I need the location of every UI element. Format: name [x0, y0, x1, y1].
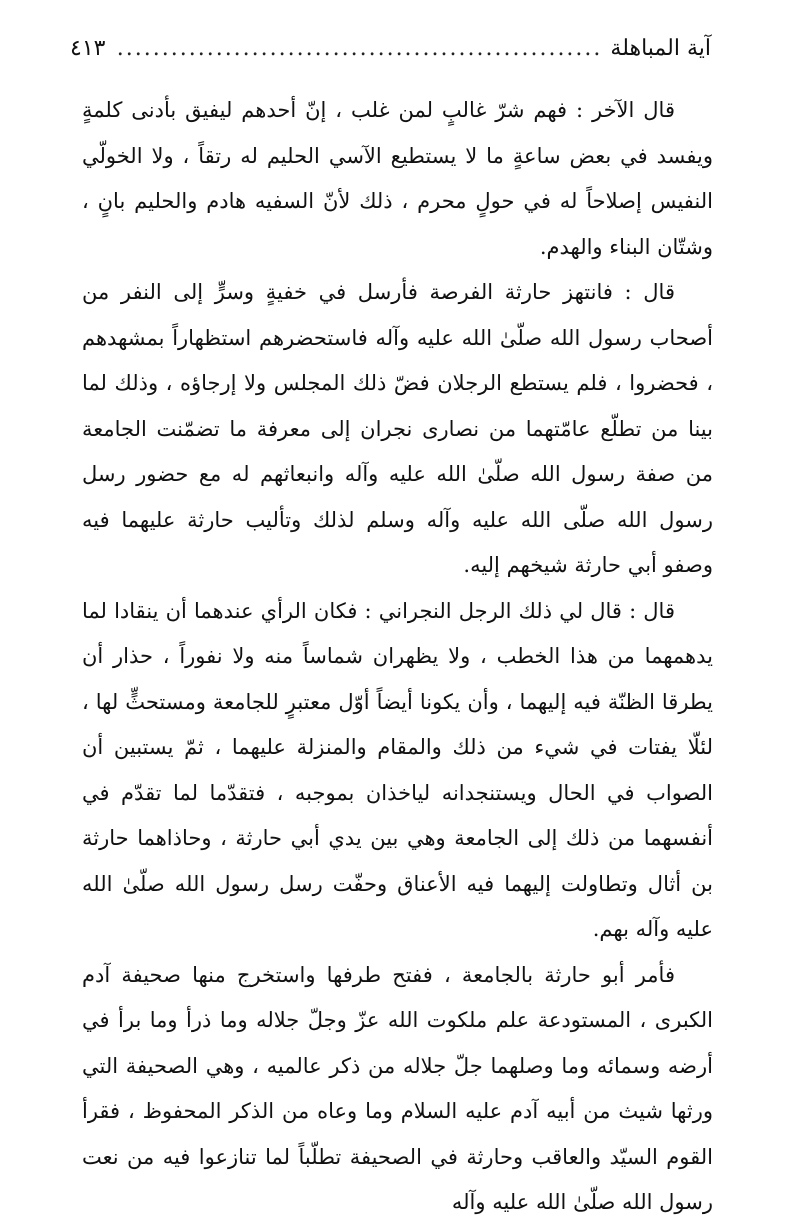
paragraph-2: قال : فانتهز حارثة الفرصة فأرسل في خفيةٍ وسرٍّ إلى النفر من أصحاب رسول الله صلّىٰ الله عليه وآله فاستحضرهم استظهاراً بمشهدهم ، فحضروا ، فلم يستطع الرجلان فضّ ذلك المجلس ولا إرجاؤه ، وذلك لما بينا من تطلّع عامّتهما من نصارى نجران إلى معرفة ما تضمّنت الجامعة من صفة رسول الله صلّىٰ الله عليه وآله وانبعاثهم له مع حضور رسل رسول الله صلّى الله عليه وآله وسلم لذلك وتأليب حارثة عليهما فيه وصفو أبي حارثة شيخهم إليه. — [82, 280, 713, 577]
paragraph-3: قال : قال لي ذلك الرجل النجراني : فكان الرأي عندهما أن ينقادا لما يدهمهما من هذا الخطب ، ولا يظهران شماساً منه ولا نفوراً ، حذار أن يطرقا الظنّة فيه إليهما ، وأن يكونا أيضاً أوّل معتبرٍ للجامعة ومستحثٍّ لها ، لئلّا يفتات في شيء من ذلك والمقام والمنزلة عليهما ، ثمّ يستبين أن الصواب في الحال ويستنجدانه لياخذان بموجبه ، فتقدّما لما تقدّم في أنفسهما من ذلك إلى الجامعة وهي بين يدي أبي حارثة ، وحاذاهما حارثة بن أثال وتطاولت إليهما فيه الأعناق وحفّت رسل رسول الله صلّىٰ الله عليه وآله بهم. — [82, 598, 713, 941]
paragraph-1: قال الآخر : فهم شرّ غالبٍ لمن غلب ، إنّ أحدهم ليفيق بأدنى كلمةٍ ويفسد في بعض ساعةٍ ما لا يستطيع الآسي الحليم له رتقاً ، ولا الخولّي النفيس إصلاحاً له في حولٍ محرم ، ذلك لأنّ السفيه هادم والحليم بانٍ ، وشتّان البناء والهدم. — [82, 98, 713, 259]
page-number: ٤١٣ — [70, 36, 106, 61]
page-header — [70, 32, 711, 66]
paragraph-4: فأمر أبو حارثة بالجامعة ، ففتح طرفها واستخرج منها صحيفة آدم الكبرى ، المستودعة علم ملكوت الله عزّ وجلّ جلاله وما ذرأ وما برأ في أرضه وسمائه وما وصلهما جلّ جلاله من ذكر عالميه ، وهي الصحيفة التي ورثها شيث من أبيه آدم عليه السلام وما وعاه من الذكر المحفوظ ، فقرأ القوم السيّد والعاقب وحارثة في الصحيفة تطلّباً لما تنازعوا فيه من نعت رسول الله صلّىٰ الله عليه وآله — [82, 962, 713, 1214]
running-title: آية المباهلة — [610, 36, 711, 61]
header-leader-dots — [113, 32, 602, 66]
body-text — [82, 88, 713, 1226]
